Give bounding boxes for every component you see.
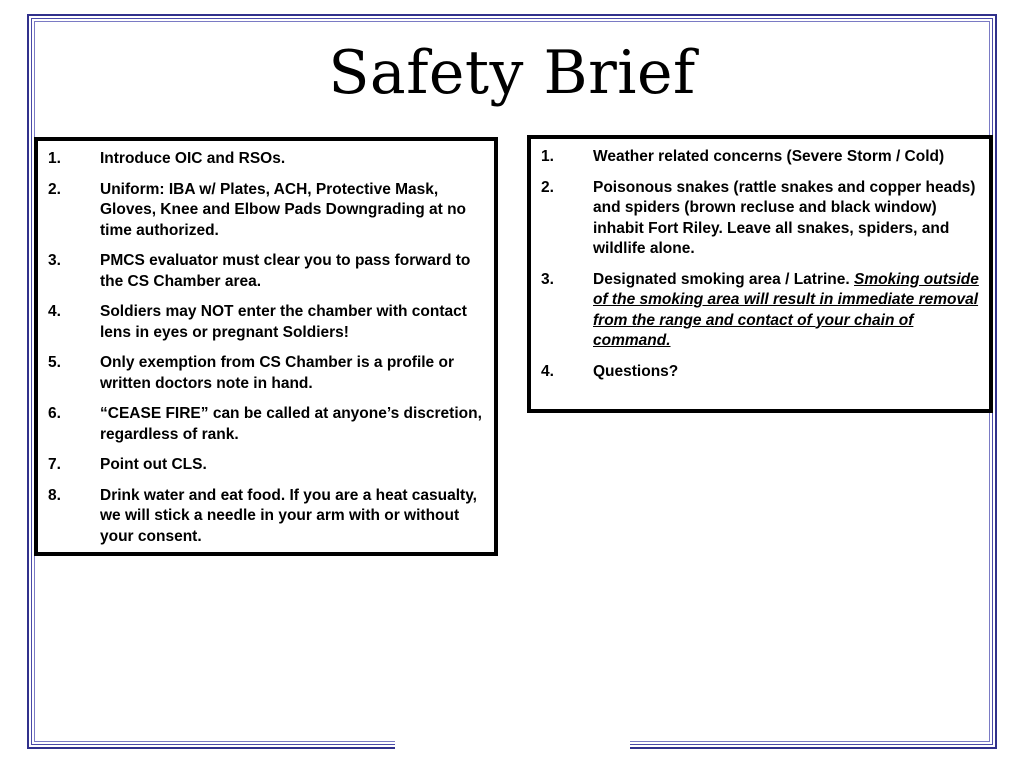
right-text-box [527,135,993,413]
list-item [541,147,981,168]
list-item-text: “CEASE FIRE” can be called at anyone’s discretion, regardless of rank. [100,405,482,443]
list-item-text: Questions? [593,362,679,380]
slide-title: Safety Brief [328,38,696,108]
left-list [48,149,486,547]
list-item-number: 8. [48,486,61,504]
smoking-warning-emphasis: Smoking outside of the smoking area will result in immediate removal from the range and contact of your chain of command. [593,270,979,349]
list-item-number: 2. [541,178,554,196]
list-item-text: Drink water and eat food. If you are a heat casualty, we will stick a needle in your arm with or without your consent. [100,486,477,545]
list-item [541,270,981,352]
list-item-number: 3. [541,270,554,288]
list-item-text: Introduce OIC and RSOs. [100,150,286,167]
list-item-text: Weather related concerns (Severe Storm / Cold) [593,148,945,165]
list-item-text: Only exemption from CS Chamber is a profile or written doctors note in hand. [100,354,454,392]
list-item [48,251,486,292]
list-item-number: 4. [48,303,61,320]
list-item [48,404,486,445]
list-item [541,362,981,383]
list-item-number: 1. [541,148,554,165]
list-item-number: 1. [48,150,61,167]
list-item [48,149,486,170]
list-item-text: PMCS evaluator must clear you to pass forward to the CS Chamber area. [100,252,471,290]
list-item [541,178,981,260]
list-item-text: Designated smoking area / Latrine. [593,270,854,288]
list-item-number: 2. [48,180,61,198]
list-item [48,353,486,394]
list-item-number: 3. [48,252,61,269]
left-text-box [34,137,498,556]
list-item-number: 7. [48,456,61,473]
list-item-text: Point out CLS. [100,456,207,473]
list-item [48,302,486,343]
list-item [48,455,486,476]
list-item [48,180,486,242]
frame-bottom-gap [395,735,630,755]
list-item-text: Uniform: IBA w/ Plates, ACH, Protective Mask, Gloves, Knee and Elbow Pads Downgrading at no time authorized. [100,180,467,239]
list-item-number: 6. [48,405,61,422]
right-list [541,147,981,382]
list-item-text: Poisonous snakes (rattle snakes and copper heads) and spiders (brown recluse and black window) inhabit Fort Riley. Leave all snakes, spiders, and wildlife alone. [593,178,976,257]
list-item [48,486,486,548]
list-item-number: 4. [541,362,554,380]
list-item-text: Soldiers may NOT enter the chamber with contact lens in eyes or pregnant Soldiers! [100,303,467,341]
list-item-number: 5. [48,354,61,371]
list-item-text-container [593,270,981,352]
